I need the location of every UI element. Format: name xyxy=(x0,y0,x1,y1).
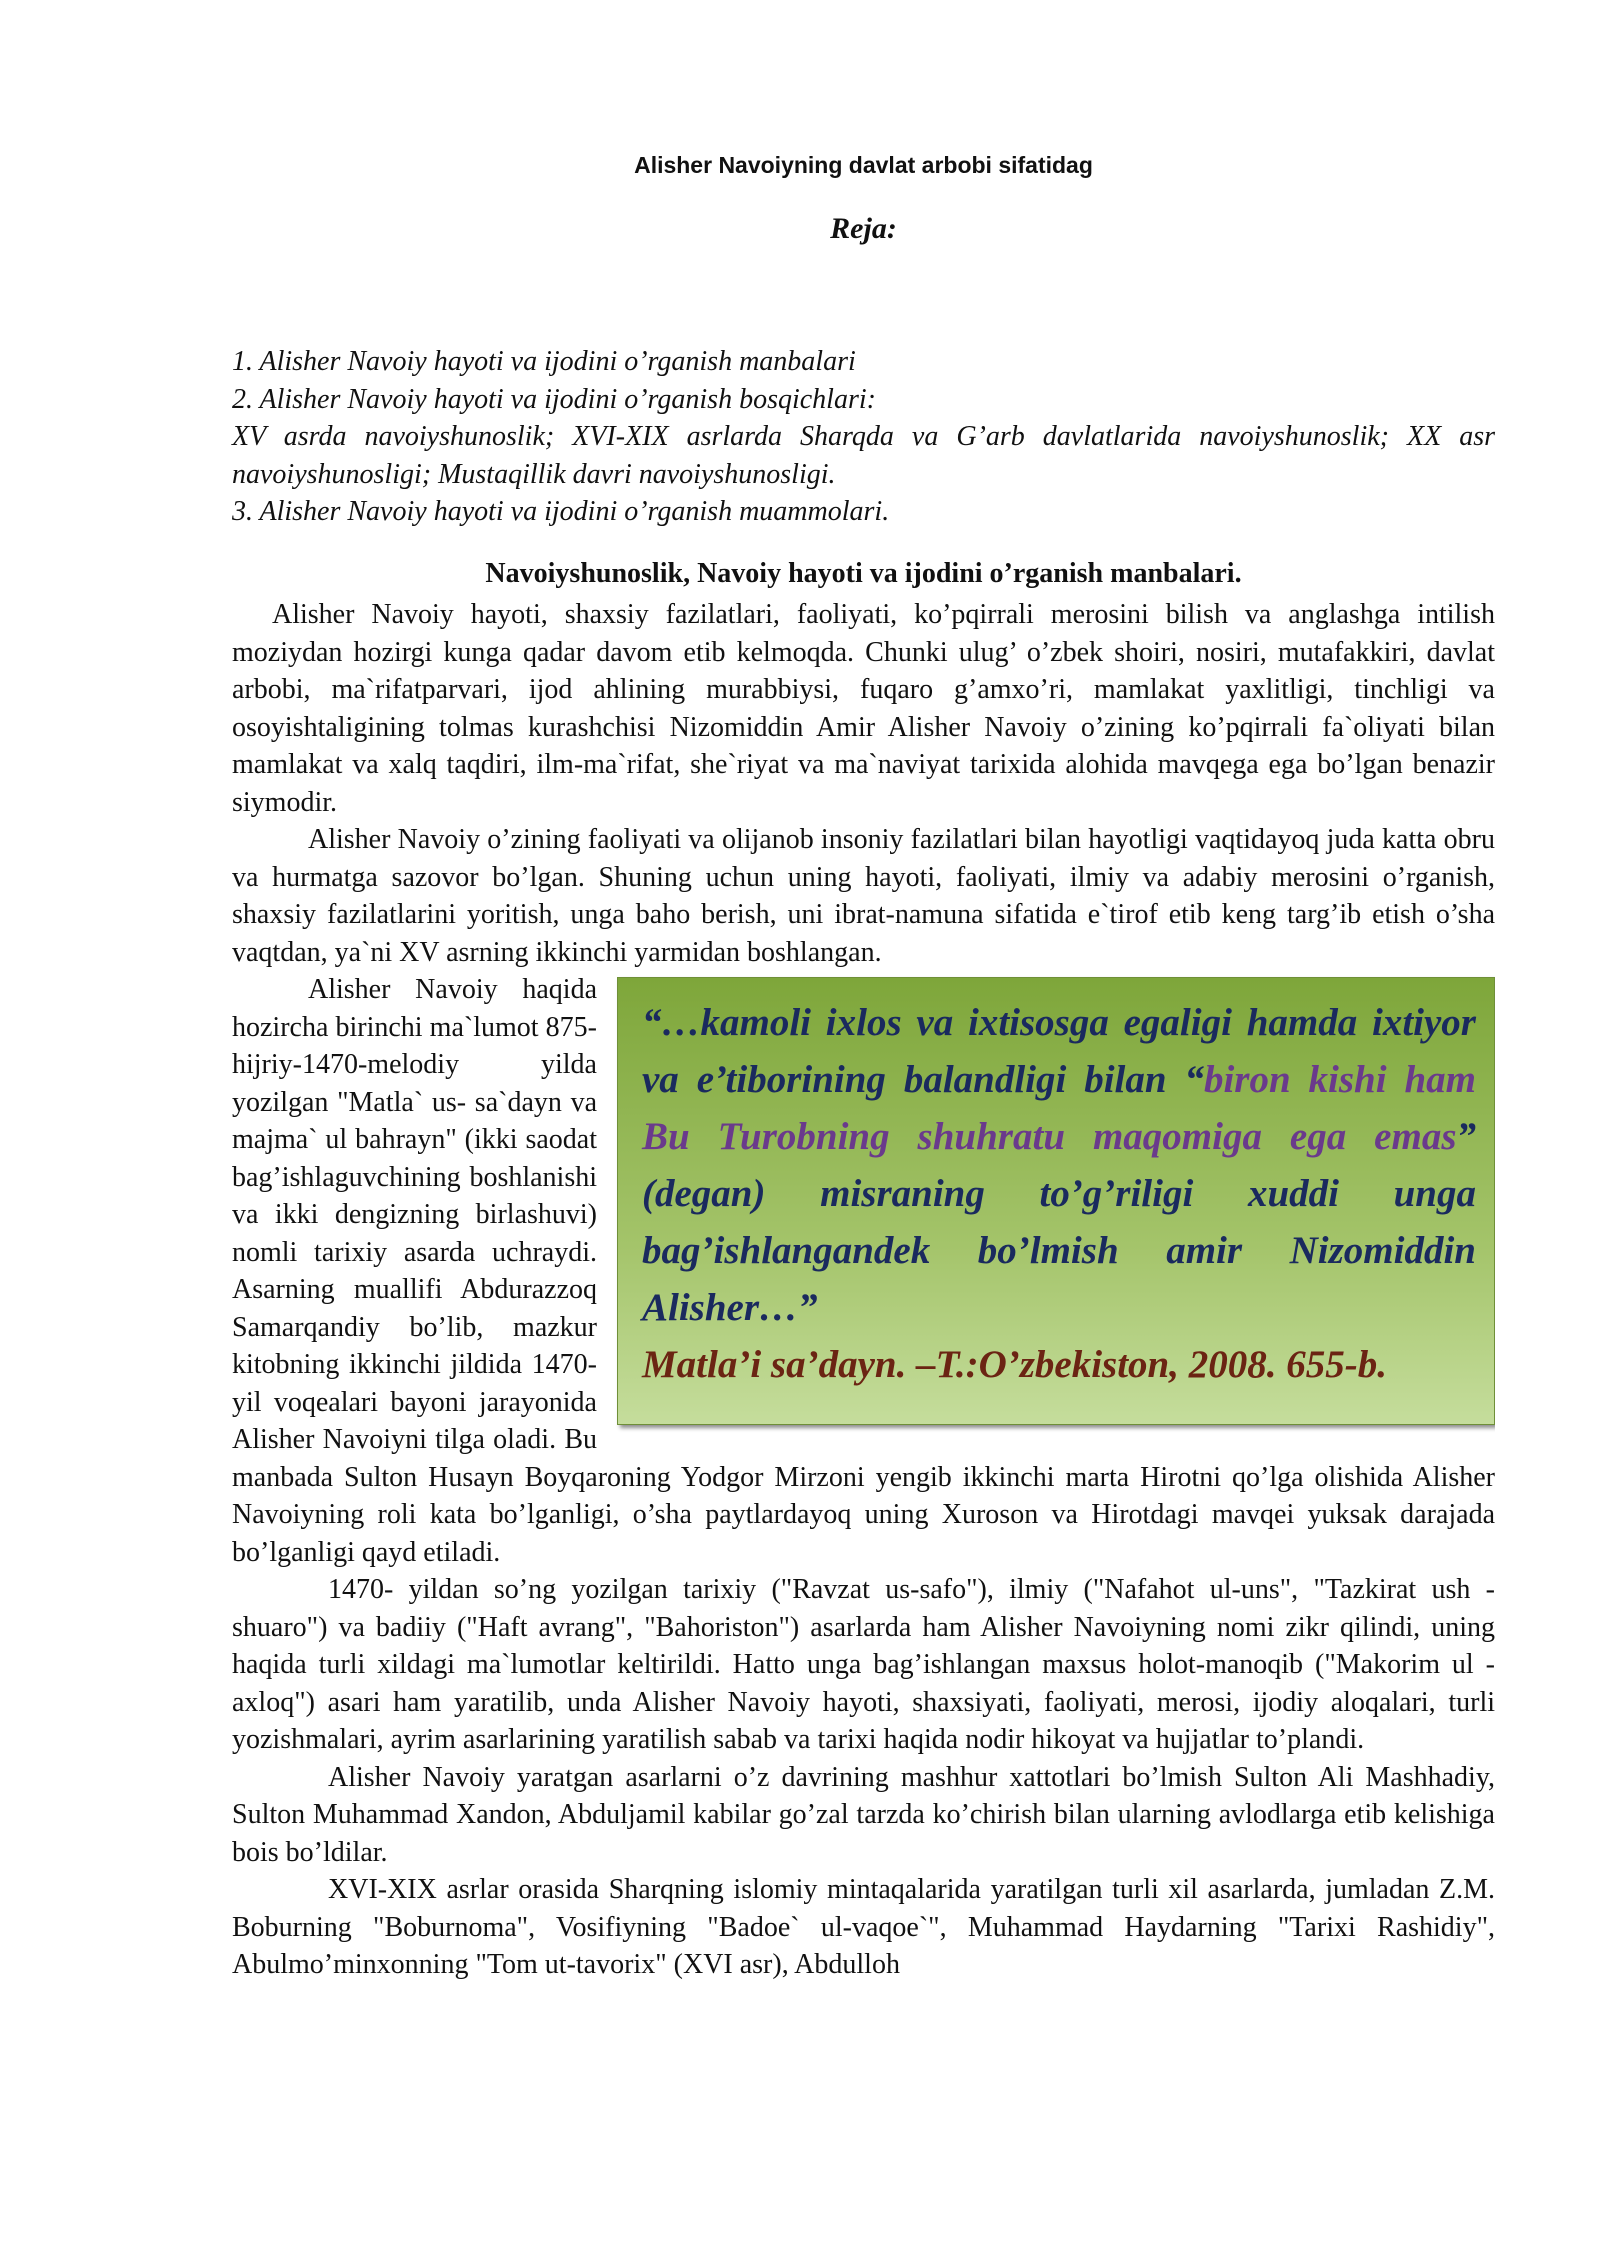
paragraph: XVI-XIX asrlar orasida Sharqning islomiy mintaqalarida yaratilgan turli xil asarlarda, jumladan Z.M. Boburning "Boburnoma", Vosifiyning "Badoe` ul-vaqoe`", Muhammad Haydarning "Tarixi Rashidiy", Abulmo’minxonning "Tom ut-tavorix" (XVI asr), Abdulloh xyxy=(232,1874,1495,1980)
paragraph-line: yilda yozilgan "Matla` us- xyxy=(232,1049,597,1118)
paragraph-line: boshlanishi va ikki xyxy=(232,1161,597,1230)
paragraph: 1470- yildan so’ng yozilgan tarixiy ("Ravzat us-safo"), ilmiy ("Nafahot ul-uns", "Tazkirat ush - shuaro") va badiiy ("Haft avrang", "Bahoriston") asarlarda ham Alisher Navoiyning nomi zikr qilindi, uning haqida turli xildagi ma`lumotlar keltirildi. Hatto unga bag’ishlangan maxsus holot-manoqib ("Makorim ul -axloq") asari ham yaratilib, unda Alisher Navoiy hayoti, shaxsiyati, faoliyati, merosi, ijodiy aloqalari, turli yozishmalari, ayrim asarlarining yaratilish sabab va tarixi haqida nodir hikoyat va hujjatlar to’plandi. xyxy=(232,1574,1495,1755)
plan-item: XV asrda navoiyshunoslik; XVI-XIX asrlarda Sharqda va G’arb davlatlarida navoiyshunoslik; XX asr navoiyshunosligi; Mustaqillik davri navoiyshunosligi. xyxy=(232,421,1495,490)
body-text xyxy=(232,596,1495,1984)
document-title: Alisher Navoiyning davlat arbobi sifatidag xyxy=(634,152,1093,178)
paragraph-line: 875-hijriy-1470-melodiy xyxy=(232,1011,597,1080)
paragraph: Alisher Navoiy o’zining faoliyati va olijanob insoniy fazilatlari bilan hayotligi vaqtidayoq juda katta obru va hurmatga sazovor bo’lgan. Shuning uchun uning hayoti, faoliyati, ilmiy va adabiy merosini o’rganish, shaxsiy fazilatlarini yoritish, unga baho berish, uni ibrat-namuna sifatida e`tirof etib keng targ’ib etish o’sha vaqtdan, ya`ni XV asrning ikkinchi yarmidan boshlangan. xyxy=(232,824,1495,968)
quote-callout xyxy=(617,977,1495,1425)
plan-list xyxy=(232,343,1495,531)
quote-text: “…kamoli ixlos va ixtisosga egaligi hamda ixtiyor va e’tiborining balandligi bilan “ xyxy=(642,1001,1476,1101)
quote-text: ” (degan) misraning to’g’riligi xuddi unga bag’ishlangandek bo’lmish amir Nizomiddin Alisher…” xyxy=(642,1115,1476,1329)
paragraph: Alisher Navoiy yaratgan asarlarni o’z davrining mashhur xattotlari bo’lmish Sulton Ali Mashhadiy, Sulton Muhammad Xandon, Abduljamil kabilar go’zal tarzda ko’chirish bilan ularning avlodlarga etib kelishiga bois bo’ldilar. xyxy=(232,1761,1495,1868)
plan-item: 2. Alisher Navoiy hayoti va ijodini o’rganish bosqichlari: xyxy=(232,383,876,415)
paragraph-line: Alisher Navoiy haqida xyxy=(308,974,597,1005)
quote-source: Matla’i sa’dayn. –T.:O’zbekiston, 2008. 655-b. xyxy=(642,1343,1387,1386)
plan-heading: Reja: xyxy=(830,212,897,245)
paragraph-line: bag’ishlaguvchining xyxy=(232,1161,461,1193)
paragraph-line: Abdurazzoq Samarqandiy xyxy=(232,1274,597,1343)
plan-item: 1. Alisher Navoiy hayoti va ijodini o’rganish manbalari xyxy=(232,346,856,377)
paragraph-line: bo’lib, mazkur kitobning xyxy=(232,1311,597,1380)
paragraph-line: hozircha birinchi ma`lumot xyxy=(232,1011,539,1043)
quote-highlight: biron kishi ham Bu Turobning shuhratu maqomiga ega emas xyxy=(642,1058,1476,1158)
paragraph-line: dengizning birlashuvi) xyxy=(334,1199,597,1230)
section-heading: Navoiyshunoslik, Navoiy hayoti va ijodini o’rganish manbalari. xyxy=(485,558,1242,589)
paragraph: Alisher Navoiy hayoti, shaxsiy fazilatlari, faoliyati, ko’pqirrali merosini bilish va anglashga intilish moziydan hozirgi kunga qadar davom etib kelmoqda. Chunki ulug’ o’zbek shoiri, nosiri, mutafakkiri, davlat arbobi, ma`rifatparvari, ijod ahlining murabbiysi, fuqaro g’amxo’ri, mamlakat yaxlitligi, tinchligi va osoyishtaligining tolmas kurashchisi Nizomiddin Amir Alisher Navoiy o’zining ko’pqirrali fa`oliyati bilan mamlakat va xalq taqdiri, ilm-ma`rifat, she`riyat va ma`naviyat tarixida alohida mavqega ega bo’lgan benazir siymodir. xyxy=(232,599,1495,818)
paragraph-line: uchraydi. Asarning muallifi xyxy=(232,1236,597,1305)
plan-item: 3. Alisher Navoiy hayoti va ijodini o’rganish muammolari. xyxy=(232,496,890,527)
paragraph-line: sa`dayn va majma` ul xyxy=(232,1086,597,1155)
paragraph-with-callout xyxy=(232,971,1495,1571)
paragraph-line: nomli tarixiy asarda xyxy=(232,1236,476,1268)
paragraph-line: ikkinchi jildida 1470-yil voqealari bayoni jarayonida Alisher Navoiyni tilga oladi. Bu manbada Sulton Husayn Boyqaroning Yodgor Mirzoni yengib ikkinchi marta Hirotni qo’lga olishida Alisher Navoiyning roli kata bo’lganligi, o’sha paytlardayoq uning Xuroson va Hirotdagi mavqei yuksak darajada bo’lganligi qayd etiladi. xyxy=(232,1349,1495,1568)
paragraph-line: bahrayn" (ikki saodat xyxy=(355,1124,597,1155)
